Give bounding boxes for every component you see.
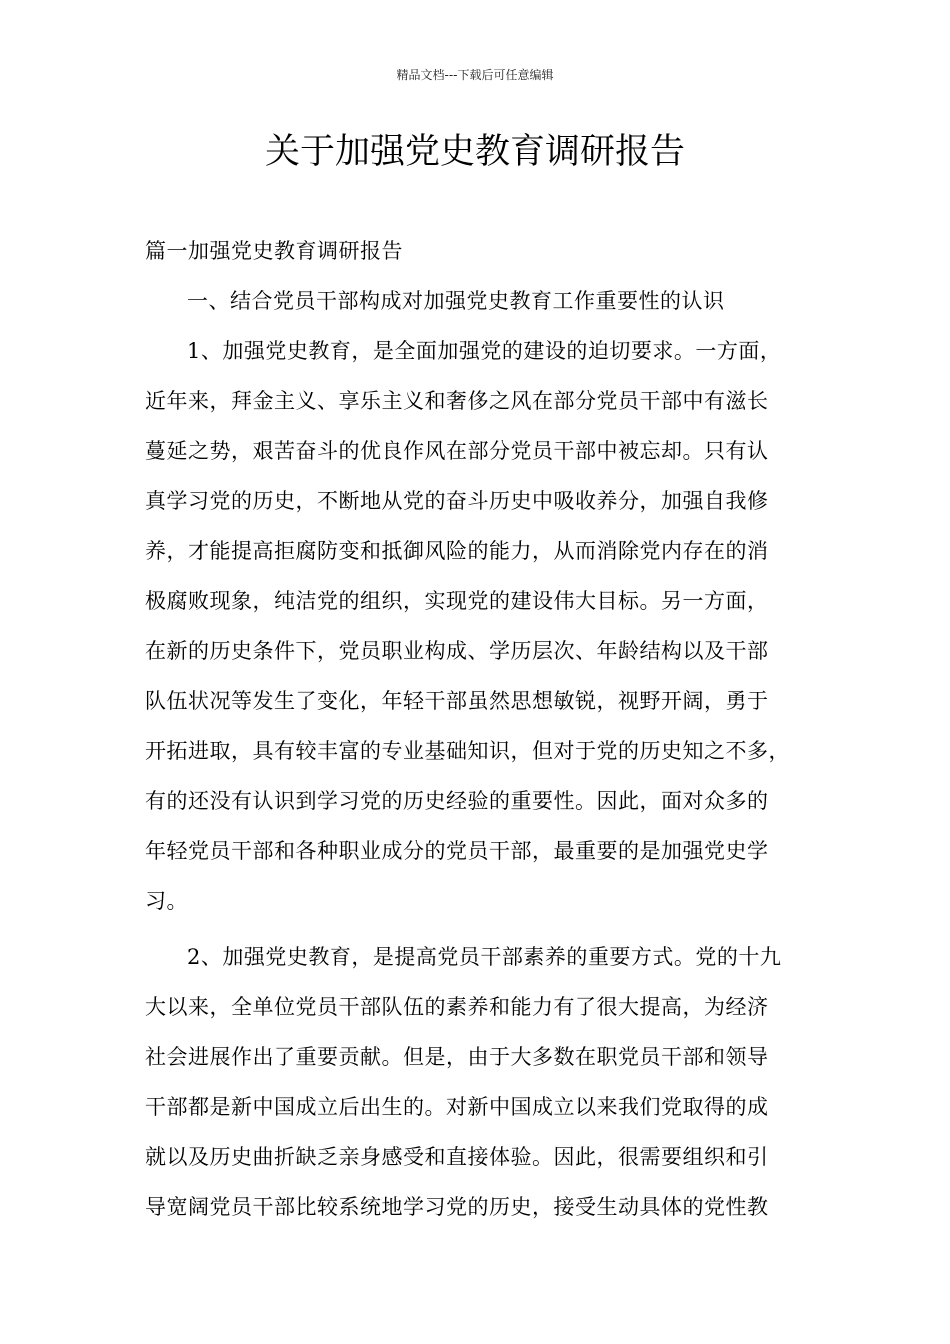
paragraph-line: 极腐败现象，纯洁党的组织，实现党的建设伟大目标。另一方面， <box>145 589 769 613</box>
paragraph-line: 在新的历史条件下，党员职业构成、学历层次、年龄结构以及干部 <box>145 639 769 663</box>
paragraph-line: 开拓进取，具有较丰富的专业基础知识，但对于党的历史知之不多， <box>145 739 790 763</box>
section-heading: 篇一加强党史教育调研报告 <box>145 239 403 263</box>
paragraph-line: 干部都是新中国成立后出生的。对新中国成立以来我们党取得的成 <box>145 1095 769 1119</box>
paragraph-1 <box>145 333 825 933</box>
paragraph-line: 蔓延之势，艰苦奋斗的优良作风在部分党员干部中被忘却。只有认 <box>145 439 769 463</box>
paragraph-line: 2、加强党史教育，是提高党员干部素养的重要方式。党的十九 <box>187 945 782 969</box>
paragraph-line: 年轻党员干部和各种职业成分的党员干部，最重要的是加强党史学 <box>145 839 769 863</box>
document-title: 关于加强党史教育调研报告 <box>264 132 685 172</box>
page-header-note: 精品文档---下载后可任意编辑 <box>396 68 554 82</box>
paragraph-line: 导宽阔党员干部比较系统地学习党的历史，接受生动具体的党性教 <box>145 1195 769 1219</box>
paragraph-line: 社会进展作出了重要贡献。但是，由于大多数在职党员干部和领导 <box>145 1045 769 1069</box>
subheading: 一、结合党员干部构成对加强党史教育工作重要性的认识 <box>187 289 725 313</box>
paragraph-line: 大以来，全单位党员干部队伍的素养和能力有了很大提高，为经济 <box>145 995 769 1019</box>
paragraph-2 <box>145 939 825 1239</box>
paragraph-line: 队伍状况等发生了变化，年轻干部虽然思想敏锐，视野开阔，勇于 <box>145 689 769 713</box>
document-body <box>145 233 825 1239</box>
paragraph-line: 真学习党的历史，不断地从党的奋斗历史中吸收养分，加强自我修 <box>145 489 769 513</box>
paragraph-line: 有的还没有认识到学习党的历史经验的重要性。因此，面对众多的 <box>145 789 769 813</box>
paragraph-line: 习。 <box>145 889 188 913</box>
paragraph-line: 就以及历史曲折缺乏亲身感受和直接体验。因此，很需要组织和引 <box>145 1145 769 1169</box>
paragraph-line: 养，才能提高拒腐防变和抵御风险的能力，从而消除党内存在的消 <box>145 539 769 563</box>
paragraph-line: 近年来，拜金主义、享乐主义和奢侈之风在部分党员干部中有滋长 <box>145 389 769 413</box>
paragraph-line: 1、加强党史教育，是全面加强党的建设的迫切要求。一方面， <box>187 339 782 363</box>
